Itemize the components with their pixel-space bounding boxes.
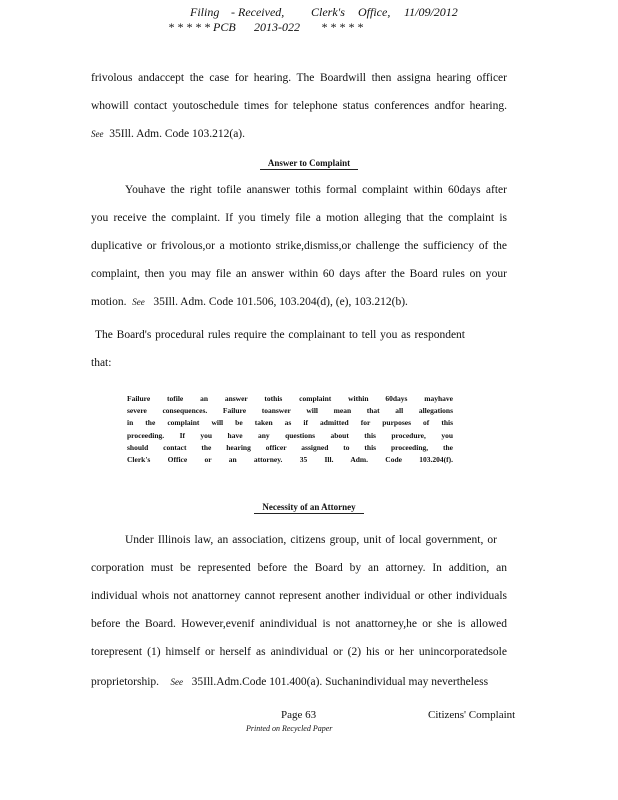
citation-text: 35Ill. Adm. Code 103.212(a). [109,128,245,140]
notice-line: severe consequences. Failure toanswer will mean that all allegations [127,406,453,416]
body-line: before the Board. However,evenif anindividual is not anattorney,he or she is allowed [91,618,507,630]
see-citation-label: See [170,677,184,687]
body-line: Under Illinois law, an association, citizens group, unit of local government, or [125,534,497,546]
body-line: frivolous andaccept the case for hearing. The Boardwill then assigna hearing officer [91,72,507,84]
motion-text: motion. [91,296,127,308]
stamp-clerks: Clerk's [311,5,345,19]
proprietorship-text: proprietorship. [91,676,160,688]
stamp-stars: * * * * * [321,20,363,34]
notice-line: Clerk's Office or an attorney. 35 Ill. Adm. Code 103.204(f). [127,454,453,464]
stamp-date: 11/09/2012 [404,5,458,19]
notice-line: proceeding. If you have any questions about this procedure, you [127,430,453,440]
body-line: that: [91,357,112,369]
notice-line: Failure tofile an answer tothis complaint within 60days mayhave [127,394,453,403]
section-heading-answer: Answer to Complaint [0,158,618,168]
stamp-case-number: 2013-022 [254,20,300,34]
body-line: Youhave the right tofile ananswer tothis formal complaint within 60days after [125,184,507,196]
citation-text: 35Ill. Adm. Code 101.506, 103.204(d), (e), 103.212(b). [153,296,408,308]
body-line: whowill contact youtoschedule times for telephone status conferences andfor hearing. [91,100,507,112]
document-title: Citizens' Complaint [428,709,516,721]
body-line: duplicative or frivolous,or a motionto strike,dismiss,or challenge the sufficiency of the [91,240,507,252]
page-number: Page 63 [281,709,317,721]
body-line: The Board's procedural rules require the complainant to tell you as respondent [95,329,465,341]
body-line [91,676,488,688]
notice-block [127,393,453,466]
see-citation-label: See [91,129,104,139]
section-heading-attorney: Necessity of an Attorney [0,502,618,512]
body-line [91,296,408,308]
notice-line: in the complaint will be taken as if admitted for purposes of this [127,418,453,428]
citation-text: 35Ill.Adm.Code 101.400(a). Suchanindividual may nevertheless [191,676,489,688]
body-line: corporation must be represented before the Board by an attorney. In addition, an [91,562,507,574]
body-line: torepresent (1) himself or herself as anindividual or (2) his or her unincorporatedsole [91,646,507,658]
body-line: complaint, then you may file an answer within 60 days after the Board rules on your [91,268,507,280]
see-citation-label: See [132,297,145,307]
stamp-office: Office, [358,5,391,19]
body-line [91,128,245,140]
stamp-received: - Received, [231,5,285,19]
body-line: individual whois not anattorney cannot represent another individual or other individuals [91,590,507,602]
stamp-filing: Filing [190,5,220,19]
body-line: you receive the complaint. If you timely file a motion alleging that the complaint is [91,212,507,224]
stamp-pcb: * * * * * PCB [168,20,236,34]
printed-note: Printed on Recycled Paper [246,724,333,733]
notice-line: should contact the hearing officer assigned to this proceeding, the [127,442,453,452]
